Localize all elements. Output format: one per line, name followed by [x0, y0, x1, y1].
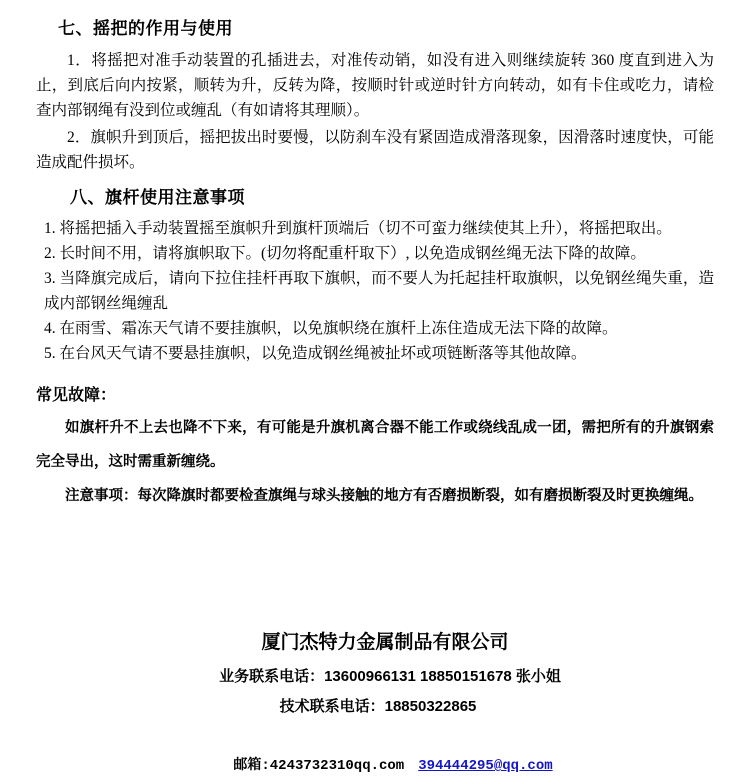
tech-contact: 技术联系电话：18850322865	[279, 698, 477, 715]
list-item: 5. 在台风天气请不要悬挂旗帜，以免造成钢丝绳被扯坏或项链断落等其他故障。	[44, 345, 587, 362]
company-name: 厦门杰特力金属制品有限公司	[261, 632, 509, 653]
common-faults-paragraph: 如旗杆升不上去也降不下来，有可能是升旗机离合器不能工作或绕线乱成一团，需把所有的升旗钢索完全导出，这时需重新缠绕。	[36, 420, 714, 470]
email-row	[36, 716, 714, 774]
email-label: 邮箱:4243732310qq.com	[233, 758, 405, 774]
sales-contact: 业务联系电话：13600966131 18850151678 张小姐	[219, 668, 561, 685]
common-faults-heading: 常见故障：	[36, 387, 117, 404]
list-item: 3. 当降旗完成后，请向下拉住挂杆再取下旗帜，而不要人为托起挂杆取旗帜，以免钢丝绳失重，造成内部钢丝绳缠乱	[44, 270, 714, 312]
paragraph: 2．旗帜升到顶后，摇把拔出时要慢，以防刹车没有紧固造成滑落现象，因滑落时速度快，可能造成配件损坏。	[36, 129, 714, 171]
section-heading-seven: 七、摇把的作用与使用	[58, 19, 233, 38]
list-item: 2. 长时间不用，请将旗帜取下。(切勿将配重杆取下）, 以免造成钢丝绳无法下降的故障。	[44, 245, 646, 262]
paragraph: 1．将摇把对准手动装置的孔插进去，对准传动销，如没有进入则继续旋转 360 度直到进入为止，到底后向内按紧，顺转为升，反转为降，按顺时针或逆时针方向转动，如有卡住或吃力，请检查内部钢绳有没到位或缠乱（有如请将其理顺）。	[36, 52, 714, 119]
section-seven-body	[36, 48, 714, 175]
email-link[interactable]: 394444295@qq.com	[418, 758, 553, 774]
list-item: 4. 在雨雪、霜冻天气请不要挂旗帜，以免旗帜绕在旗杆上冻住造成无法下降的故障。	[44, 320, 618, 337]
document-footer	[0, 627, 750, 782]
notice-paragraph: 注意事项：每次降旗时都要检查旗绳与球头接触的地方有否磨损断裂，如有磨损断裂及时更换缠绳。	[65, 488, 703, 504]
list-item: 1. 将摇把插入手动装置摇至旗帜升到旗杆顶端后（切不可蛮力继续使其上升），将摇把取出。	[44, 220, 672, 237]
section-eight-list	[36, 216, 714, 366]
section-heading-eight: 八、旗杆使用注意事项	[70, 188, 245, 207]
